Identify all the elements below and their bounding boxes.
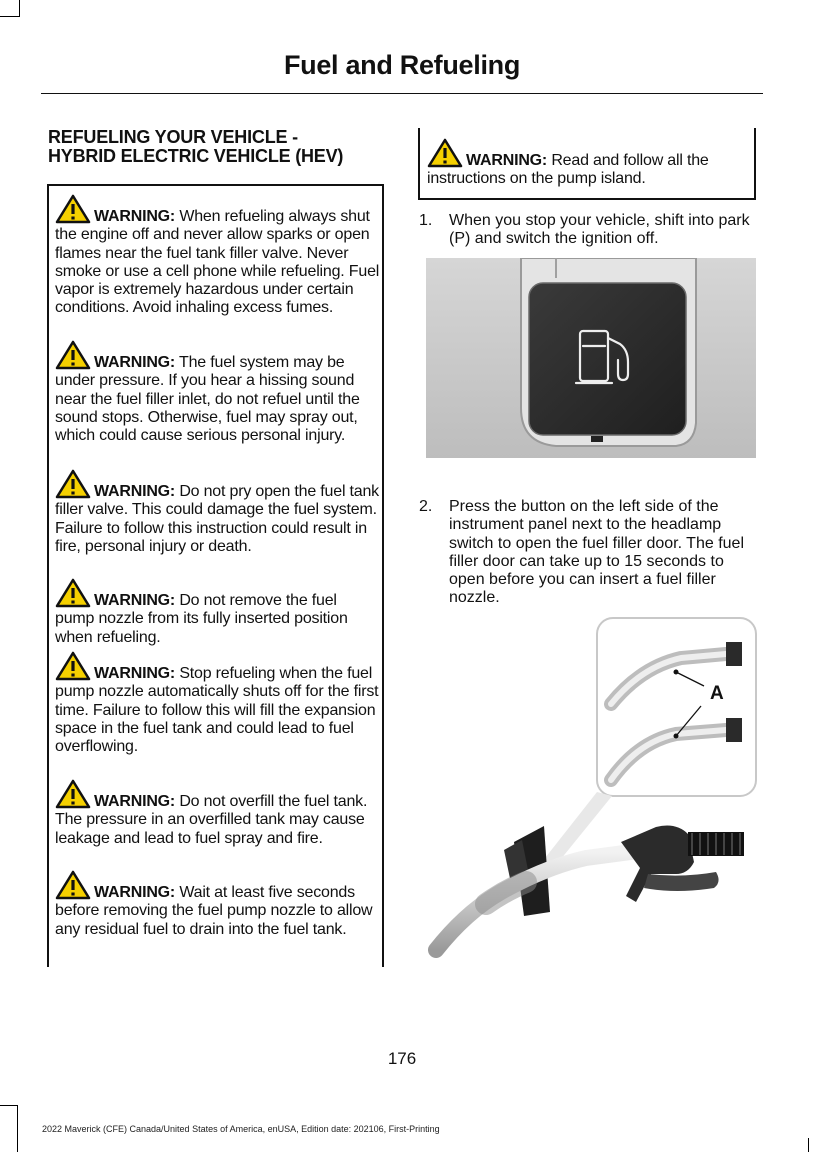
fuel-nozzle-illustration [426, 612, 761, 962]
warning-block [55, 651, 380, 756]
warning-text: Read and follow all the instructions on the pump island. [427, 152, 709, 188]
fuel-door-button-illustration [426, 258, 756, 458]
section-title-line-1: REFUELING YOUR VEHICLE - [48, 127, 298, 147]
warning-triangle-icon [427, 138, 463, 168]
warning-text: The fuel system may be under pressure. If you hear a hissing sound near the fuel filler inlet, do not refuel until the sound stops. Otherwise, fuel may spray out, which could cause serious personal injury. [55, 354, 360, 445]
callout-label: A [710, 683, 724, 704]
step-text: Press the button on the left side of the instrument panel next to the headlamp switch to open the fuel filler door. The fuel filler door can take up to 15 seconds to open before you can insert a fuel filler nozzle. [449, 498, 744, 607]
warning-triangle-icon [55, 578, 91, 608]
warning-triangle-icon [55, 340, 91, 370]
page-number: 176 [387, 1049, 417, 1068]
crop-mark [19, 0, 20, 17]
warning-block [55, 578, 380, 647]
warning-label: WARNING: [94, 793, 176, 810]
section-title-line-2: HYBRID ELECTRIC VEHICLE (HEV) [48, 146, 344, 166]
crop-mark [0, 16, 20, 17]
warning-label: WARNING: [94, 665, 176, 682]
crop-mark [808, 1138, 809, 1152]
footer-text: 2022 Maverick (CFE) Canada/United States of America, enUSA, Edition date: 202106, First-Printing [42, 1124, 440, 1134]
warning-text: Do not overfill the fuel tank. The pressure in an overfilled tank may cause leakage and lead to fuel spray and fire. [55, 793, 368, 847]
warning-label: WARNING: [94, 354, 176, 371]
warning-block [55, 340, 380, 445]
warning-block [55, 870, 380, 939]
warning-label: WARNING: [94, 483, 176, 500]
warning-label: WARNING: [94, 884, 176, 901]
header-rule [41, 93, 763, 94]
warning-label: WARNING: [94, 592, 176, 609]
warning-triangle-icon [55, 870, 91, 900]
warning-block [55, 194, 380, 318]
warning-triangle-icon [55, 194, 91, 224]
warning-triangle-icon [55, 469, 91, 499]
step-number: 2. [419, 498, 433, 515]
warning-text: Do not pry open the fuel tank filler valve. This could damage the fuel system. Failure to follow this instruction could result in fire, personal injury or death. [55, 483, 379, 555]
warning-text: Wait at least five seconds before removing the fuel pump nozzle to allow any residual fuel to drain into the fuel tank. [55, 884, 373, 938]
section-title [48, 128, 388, 166]
page-title: Fuel and Refueling [283, 50, 521, 80]
warning-block [55, 779, 380, 848]
crop-mark [0, 1105, 18, 1106]
crop-mark [17, 1105, 18, 1152]
warning-label: WARNING: [466, 152, 548, 169]
warning-triangle-icon [55, 779, 91, 809]
warning-text: When refueling always shut the engine off and never allow sparks or open flames near the fuel tank filler valve. Never smoke or use a cell phone while refueling. Fuel vapor is extremely hazardous under certain conditions. Avoid inhaling excess fumes. [55, 208, 380, 317]
warning-text: Stop refueling when the fuel pump nozzle automatically shuts off for the first time. Failure to follow this will fill the expansion space in the fuel tank and could lead to fuel overflowing. [55, 665, 379, 756]
step-text: When you stop your vehicle, shift into park (P) and switch the ignition off. [449, 212, 750, 248]
warning-block-right [427, 138, 751, 189]
step-number: 1. [419, 212, 433, 229]
warning-block [55, 469, 380, 556]
warning-label: WARNING: [94, 208, 176, 225]
warning-text: Do not remove the fuel pump nozzle from its fully inserted position when refueling. [55, 592, 348, 646]
warning-triangle-icon [55, 651, 91, 681]
